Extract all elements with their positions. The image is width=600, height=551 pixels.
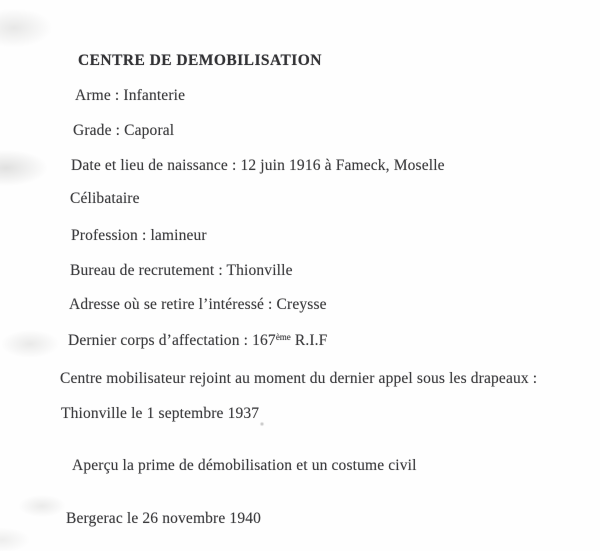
- field-etat-civil: Célibataire: [70, 190, 140, 207]
- dernier-corps-unit: R.I.F: [290, 332, 328, 349]
- field-prime-demobilisation: Aperçu la prime de démobilisation et un costume civil: [72, 457, 417, 474]
- field-bureau-recrutement: Bureau de recrutement : Thionville: [70, 262, 293, 279]
- dernier-corps-text: Dernier corps d’affectation : 167: [68, 332, 276, 349]
- dernier-corps-ordinal-superscript: ème: [275, 332, 291, 342]
- document-title: CENTRE DE DEMOBILISATION: [78, 52, 322, 69]
- field-arme: Arme : Infanterie: [75, 87, 186, 104]
- field-grade: Grade : Caporal: [73, 122, 175, 139]
- field-date-lieu-document: Bergerac le 26 novembre 1940: [66, 510, 262, 527]
- field-profession: Profession : lamineur: [71, 227, 207, 244]
- field-date-incorporation: Thionville le 1 septembre 1937: [61, 405, 260, 422]
- field-date-lieu-naissance: Date et lieu de naissance : 12 juin 1916 à Fameck, Moselle: [71, 157, 445, 174]
- field-adresse-retraite: Adresse où se retire l’intéressé : Creysse: [69, 296, 327, 313]
- field-dernier-corps-affectation: [68, 332, 327, 350]
- field-centre-mobilisateur: Centre mobilisateur rejoint au moment du dernier appel sous les drapeaux :: [60, 370, 538, 387]
